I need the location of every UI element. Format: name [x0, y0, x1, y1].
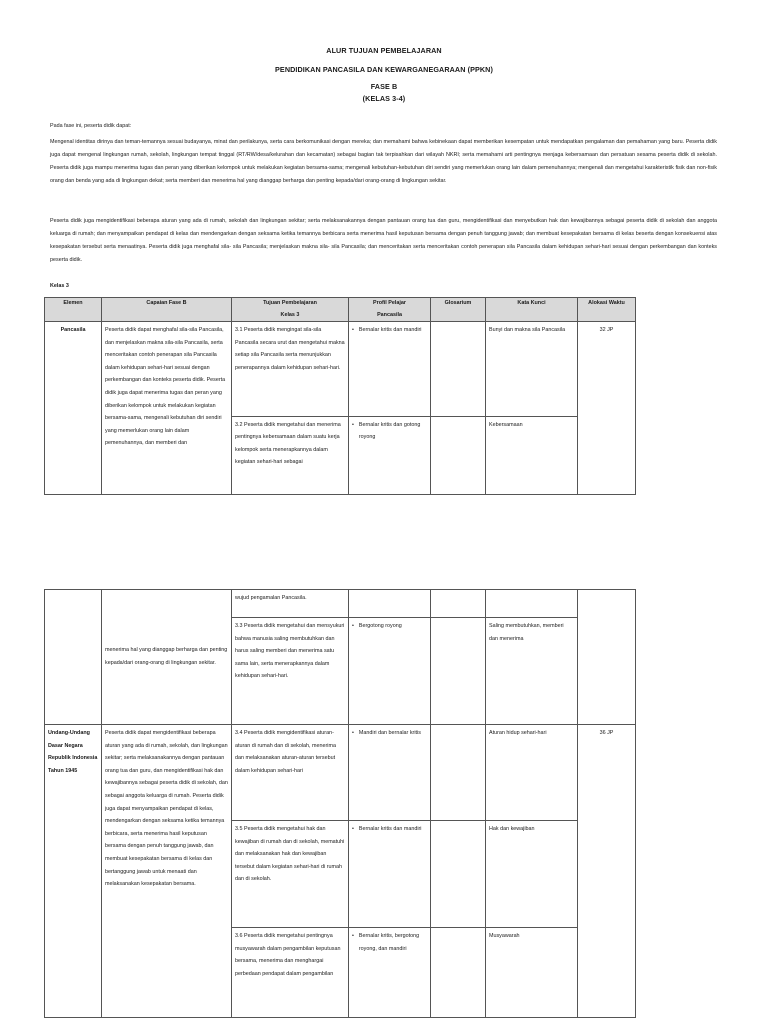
- table-row: [45, 725, 636, 821]
- glosarium-cell: [431, 416, 486, 494]
- kata-kunci-cell: Saling membutuhkan, memberi dan menerima: [486, 618, 578, 725]
- header-elemen: Elemen: [45, 298, 102, 322]
- tujuan-cell: 3.1 Peserta didik mengingat sila-sila Pancasila secara urut dan mengetahui makna setiap sila Pancasila serta menunjukkan penerapannya dalam kehidupan sehari-hari.: [232, 322, 349, 417]
- profil-cell: [349, 322, 431, 417]
- profil-cell: [349, 590, 431, 618]
- header-tujuan-line-1: Tujuan Pembelajaran: [263, 300, 317, 306]
- list-item: • Bernalar kritis, bergotong royong, dan mandiri: [352, 933, 420, 952]
- glosarium-cell: [431, 618, 486, 725]
- capaian-cell: [102, 322, 232, 495]
- alokasi-cell: 36 JP: [578, 725, 636, 1018]
- tujuan-text: 3.2 Peserta didik mengetahui dan menerima pentingnya kebersamaan dalam suatu kerja kelompok serta menerapkannya dalam kegiatan sehari-hari sebagai: [235, 421, 341, 466]
- capaian-cell: Peserta didik dapat mengidentifikasi beberapa aturan yang ada di rumah, sekolah, dan lingkungan sekitar; serta melaksanakannya dengan pantauan orang tua dan guru, dan mengidentifikasi hak dan kewajibannya sebagai peserta didik di sekolah, dan sebagai anggota keluarga di rumah. Peserta didik juga dapat menyampaikan pendapat di kelas, mendengarkan dengan seksama ketika temannya berbicara, serta menerima hasil keputusan bersama dengan penuh tanggung jawab, dan membuat kesepakatan bersama di kelas dan bertanggung jawab untuk menaati dan melaksanakan kesepakatan bersama.: [102, 725, 232, 1018]
- tujuan-cell: wujud pengamalan Pancasila.: [232, 590, 349, 618]
- tujuan-cell: [232, 416, 349, 494]
- header-tujuan: [232, 298, 349, 322]
- kata-kunci-cell: Musyawarah: [486, 928, 578, 1018]
- glosarium-cell: [431, 725, 486, 821]
- header-glosarium: Glosarium: [431, 298, 486, 322]
- header-kata-kunci: Kata Kunci: [486, 298, 578, 322]
- glosarium-cell: [431, 590, 486, 618]
- elemen-cell: Undang-Undang Dasar Negara Republik Indonesia Tahun 1945: [45, 725, 102, 1018]
- phase-label: FASE B: [370, 82, 398, 91]
- list-item: • Bergotong royong: [352, 623, 402, 629]
- profil-cell: [349, 416, 431, 494]
- tujuan-cell: 3.4 Peserta didik mengidentifikasi aturan-aturan di rumah dan di sekolah, menerima dan melaksanakan aturan-aturan tersebut dalam kehidupan sehari-hari: [232, 725, 349, 821]
- tujuan-cell: [232, 928, 349, 1018]
- class-label: Kelas 3: [50, 283, 69, 289]
- profil-cell: [349, 618, 431, 725]
- list-item: • Bernalar kritis dan gotong royong: [352, 421, 421, 441]
- header-alokasi: Alokasi Waktu: [578, 298, 636, 322]
- profil-cell: [349, 821, 431, 928]
- table-row: [45, 322, 636, 417]
- list-item: • Mandiri dan bernalar kritis: [352, 730, 421, 736]
- capaian-text: Peserta didik dapat menghafal sila-sila Pancasila, dan menjelaskan makna sila-sila Pancasila, serta menceritakan contoh penerapan sila Pancasila dalam kehidupan sehari-hari sesuai dengan perkembangan dan konteks peserta didik. Peserta didik juga dapat menerima tugas dan peran yang diberikan kelompok untuk melakukan kegiatan bersama-sama, mengenali kebutuhan diri sendiri yang memerlukan orang lain dalam pemenuhannya, dan memberi dan: [105, 327, 226, 447]
- tujuan-cell: 3.5 Peserta didik mengetahui hak dan kewajiban di rumah dan di sekolah, mematuhi dan melaksanakan hak dan kewajiban tersebut dalam kegiatan sehari-hari di rumah dan di sekolah.: [232, 821, 349, 928]
- elemen-cell: Pancasila: [45, 322, 102, 495]
- alokasi-cell: [578, 590, 636, 725]
- header-profil-line-2: Pancasila: [377, 311, 402, 318]
- header-profil: [349, 298, 431, 322]
- table-row: [45, 590, 636, 618]
- description-paragraph-2: Peserta didik juga mengidentifikasi beberapa aturan yang ada di rumah, sekolah dan lingkungan sekitar; serta melaksanakannya dengan pantauan orang tua dan guru, mengidentifikasi dan menyebutkan hak dan kewajibannya sebagai peserta didik di sekolah dan anggota keluarga di rumah; dan menyampaikan pendapat di kelas dan mendengarkan dengan seksama ketika temannya berbicara serta menerima hasil keputusan bersama dengan penuh tanggung jawab; dan membuat kesepakatan bersama di kelas beserta dengan konsekuensi atas kesepakatan tersebut serta menaatinya. Peserta didik juga menghafal sila- sila Pancasila; menjelaskan makna sila- sila Pancasila; dan menceritakan serta menceritakan contoh penerapan sila Pancasila dalam kehidupan sehari-hari sesuai dengan perkembangan dan konteks peserta didik.: [50, 218, 717, 263]
- kata-kunci-cell: Kebersamaan: [486, 416, 578, 494]
- header-capaian: Capaian Fase B: [102, 298, 232, 322]
- document-title: ALUR TUJUAN PEMBELAJARAN: [326, 46, 442, 55]
- tujuan-cell: 3.3 Peserta didik mengetahui dan mensyukuri bahwa manusia saling membutuhkan dan harus saling memberi dan menerima satu sama lain, serta menerapkannya dalam kehidupan sehari-hari.: [232, 618, 349, 725]
- profil-cell: [349, 928, 431, 1018]
- table-header-row: [45, 298, 636, 322]
- profil-cell: [349, 725, 431, 821]
- alokasi-cell: 32 JP: [578, 322, 636, 495]
- header-tujuan-line-2: Kelas 3: [280, 311, 300, 318]
- capaian-cell: [102, 590, 232, 725]
- document-subject: PENDIDIKAN PANCASILA DAN KEWARGANEGARAAN (PPKN): [275, 65, 493, 74]
- capaian-text: menerima hal yang dianggap berharga dan penting kepada/dari orang-orang di lingkungan sekitar.: [105, 647, 228, 666]
- tujuan-text: 3.6 Peserta didik mengetahui pentingnya musyawarah dalam pengambilan keputusan bersama, menerima dan menghargai perbedaan pendapat dalam pengambilan: [235, 933, 341, 977]
- list-item: • Bernalar kritis dan mandiri: [352, 327, 422, 333]
- intro-text: Pada fase ini, peserta didik dapat:: [50, 123, 132, 129]
- kata-kunci-cell: Bunyi dan makna sila Pancasila: [486, 322, 578, 417]
- description-paragraph-1: Mengenal identitas dirinya dan teman-temannya sesuai budayanya, minat dan perilakunya, serta cara berkomunikasi dengan mereka; dan memahami bahwa kebinekaan dapat memberikan kesempatan untuk mendapatkan pengalaman dan pemahaman yang baru. Peserta didik juga dapat mengenal lingkungan rumah, sekolah, lingkungan tempat tinggal (RT/RW/desa/kelurahan dan kecamatan) sebagai bagian tak terpisahkan dari wilayah NKRI; serta memahami arti pentingnya menjaga kebersamaan dan persatuan sesama peserta didik di sekolah. Peserta didik juga mampu menerima tugas dan peran yang diberikan kelompok untuk melakukan kegiatan bersama-sama; mengenali kebutuhan-kebutuhan diri sendiri yang memerlukan orang lain dalam pemenuhannya; mengenali dan mengetahui karakteristik fisik dan non-fisik orang dan benda yang ada di lingkungan dekat; serta memberi dan menerima hal yang dianggap berharga dan penting kepada/dari orang-orang di lingkungan sekitar.: [50, 139, 717, 184]
- list-item: • Bernalar kritis dan mandiri: [352, 826, 422, 832]
- kata-kunci-cell: [486, 590, 578, 618]
- elemen-cell: [45, 590, 102, 725]
- glosarium-cell: [431, 928, 486, 1018]
- header-profil-line-1: Profil Pelajar: [373, 300, 406, 306]
- glosarium-cell: [431, 821, 486, 928]
- glosarium-cell: [431, 322, 486, 417]
- learning-objectives-table: [44, 297, 636, 495]
- class-range-label: (KELAS 3-4): [362, 94, 406, 103]
- kata-kunci-cell: Hak dan kewajiban: [486, 821, 578, 928]
- kata-kunci-cell: Aturan hidup sehari-hari: [486, 725, 578, 821]
- learning-objectives-table-continued: [44, 589, 636, 1018]
